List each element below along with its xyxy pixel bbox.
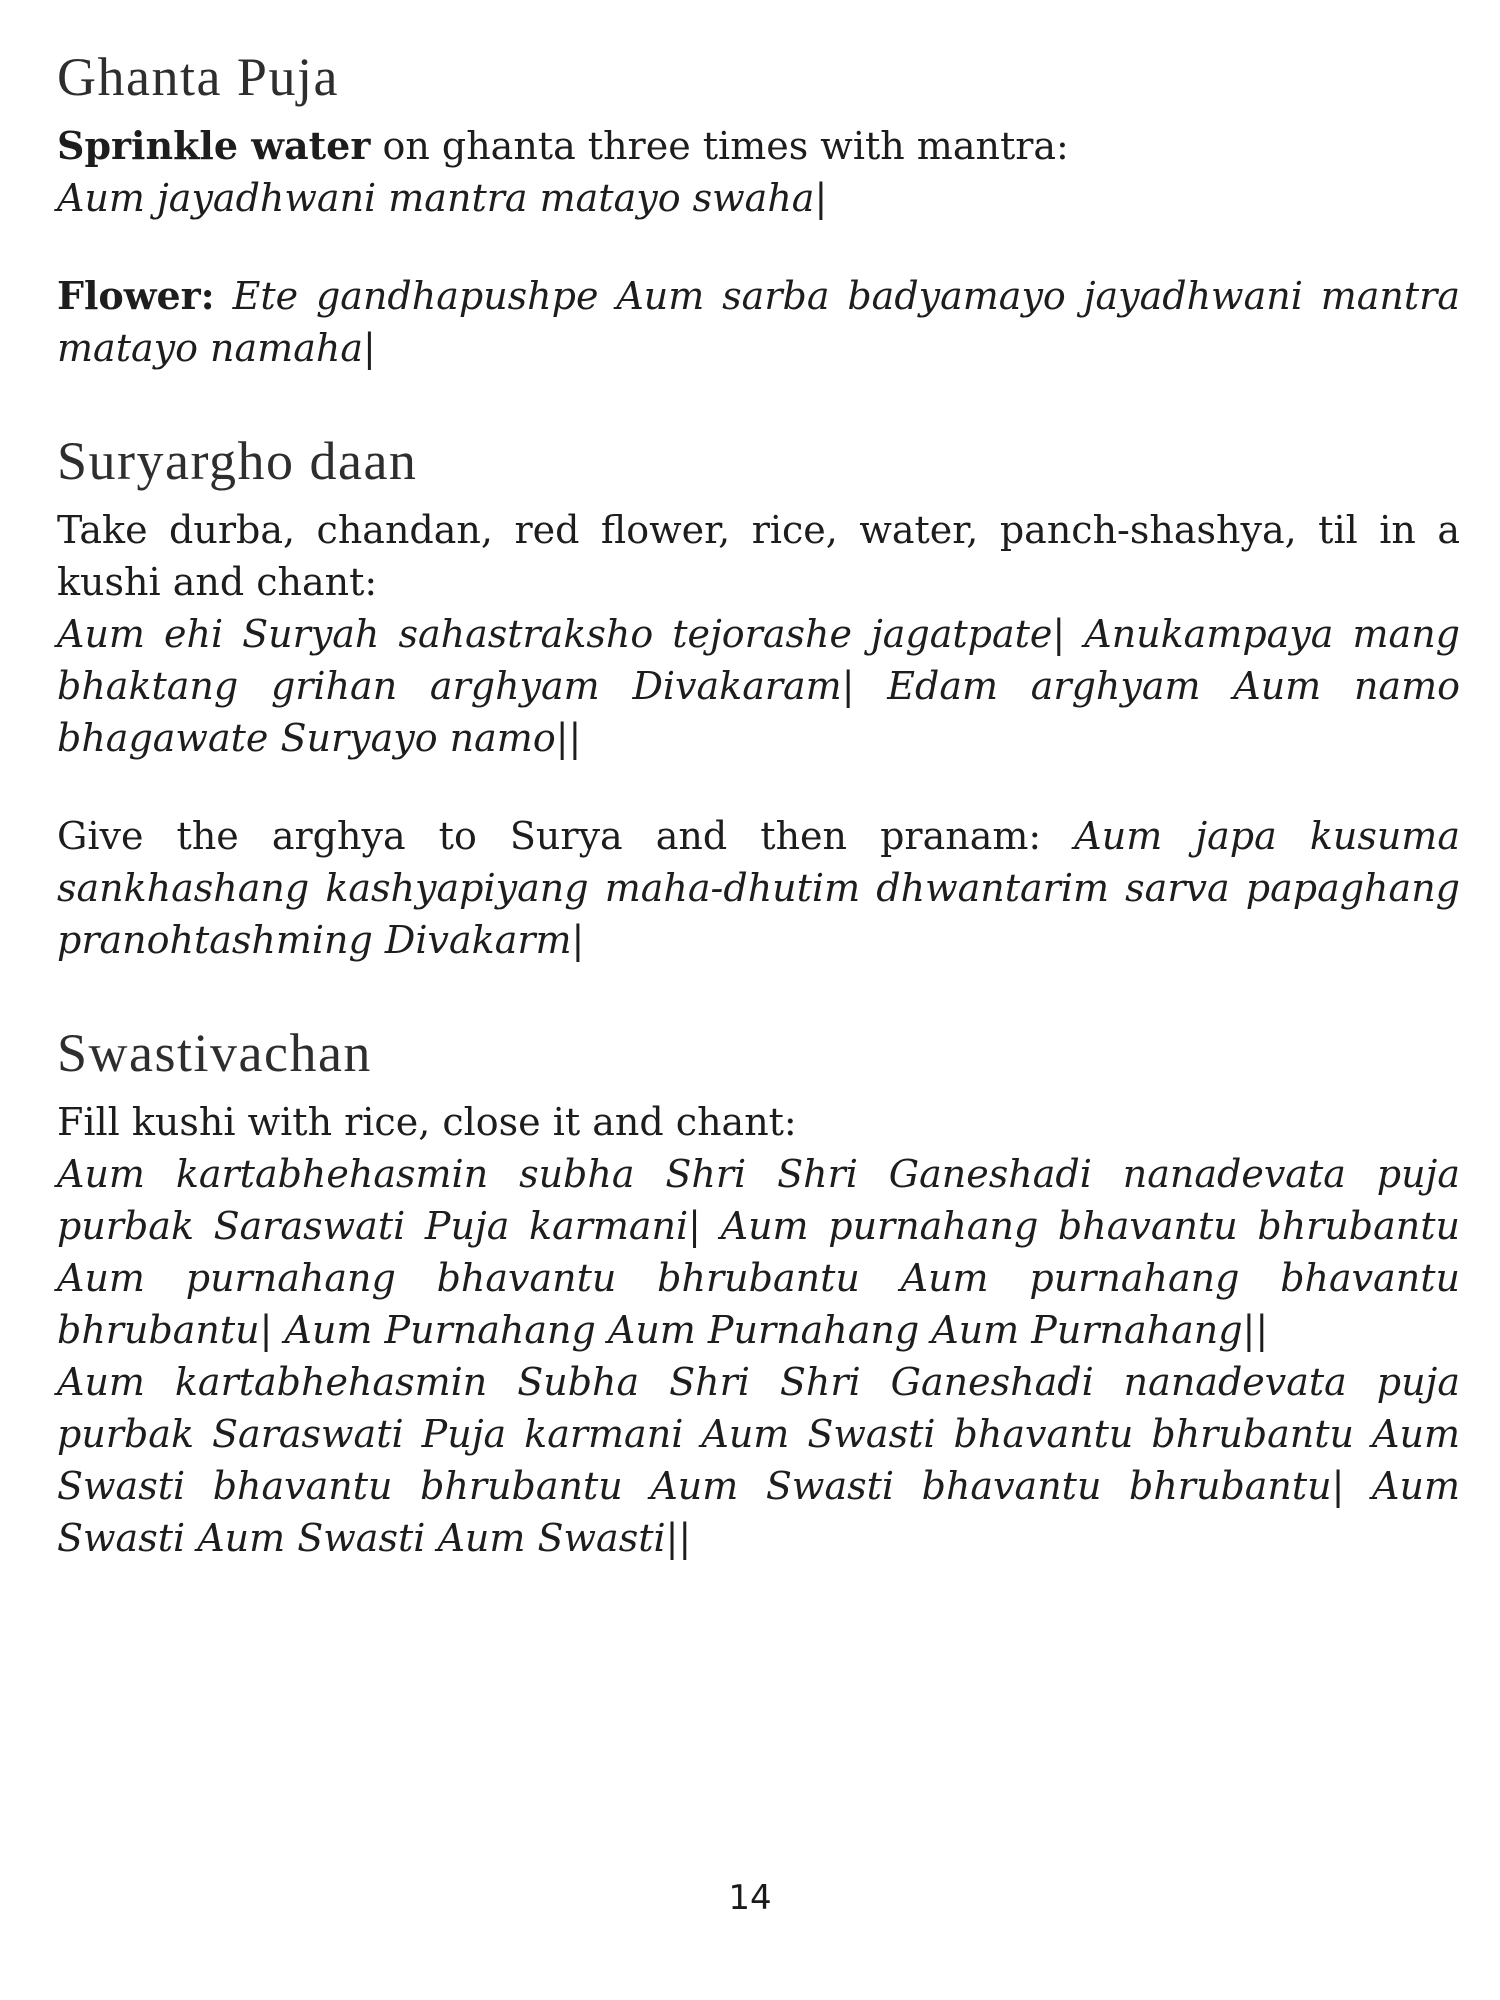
section-title-swastivachan: Swastivachan (57, 1023, 372, 1083)
page-number: 14 (728, 1878, 772, 1918)
sprinkle-instruction (57, 120, 1460, 172)
flower-mantra: Ete gandhapushpe Aum sarba badyamayo jayadhwani mantra matayo namaha| (57, 274, 1460, 370)
flower-label: Flower: (57, 273, 215, 318)
surya-mantra: Aum ehi Suryah sahastraksho tejorashe jagatpate| Anukampaya mang bhaktang grihan arghyam Divakaram| Edam arghyam Aum namo bhagawate Suryayo namo|| (57, 612, 1460, 760)
sprinkle-label: Sprinkle water (57, 123, 371, 168)
pranam-intro: Give the arghya to Surya and then pranam: (57, 814, 1075, 858)
swasti-instruction: Fill kushi with rice, close it and chant: (57, 1100, 797, 1144)
pranam-paragraph (57, 810, 1460, 966)
swasti-mantra-1: Aum kartabhehasmin subha Shri Shri Ganeshadi nanadevata puja purbak Saraswati Puja karmani| Aum purnahang bhavantu bhrubantu Aum purnahang bhavantu bhrubantu Aum purnahang bhavantu bhrubantu| Aum Purnahang Aum Purnahang Aum Purnahang|| (57, 1152, 1460, 1352)
pranam-mantra: Aum japa kusuma sankhashang kashyapiyang maha-dhutim dhwantarim sarva papaghang pranohtashming Divakarm| (57, 814, 1460, 962)
sprinkle-text: on ghanta three times with mantra: (370, 124, 1069, 168)
section-title-ghanta-puja: Ghanta Puja (57, 47, 339, 107)
flower-instruction (57, 270, 1460, 374)
swasti-mantra-2: Aum kartabhehasmin Subha Shri Shri Ganeshadi nanadevata puja purbak Saraswati Puja karmani Aum Swasti bhavantu bhrubantu Aum Swasti bhavantu bhrubantu Aum Swasti bhavantu bhrubantu| Aum Swasti Aum Swasti Aum Swasti|| (57, 1360, 1460, 1560)
sprinkle-mantra: Aum jayadhwani mantra matayo swaha| (57, 176, 828, 220)
section-title-suryargho-daan: Suryargho daan (57, 431, 418, 491)
surya-instruction: Take durba, chandan, red flower, rice, water, panch-shashya, til in a kushi and chant: (57, 508, 1460, 604)
page-content (57, 40, 1460, 1564)
